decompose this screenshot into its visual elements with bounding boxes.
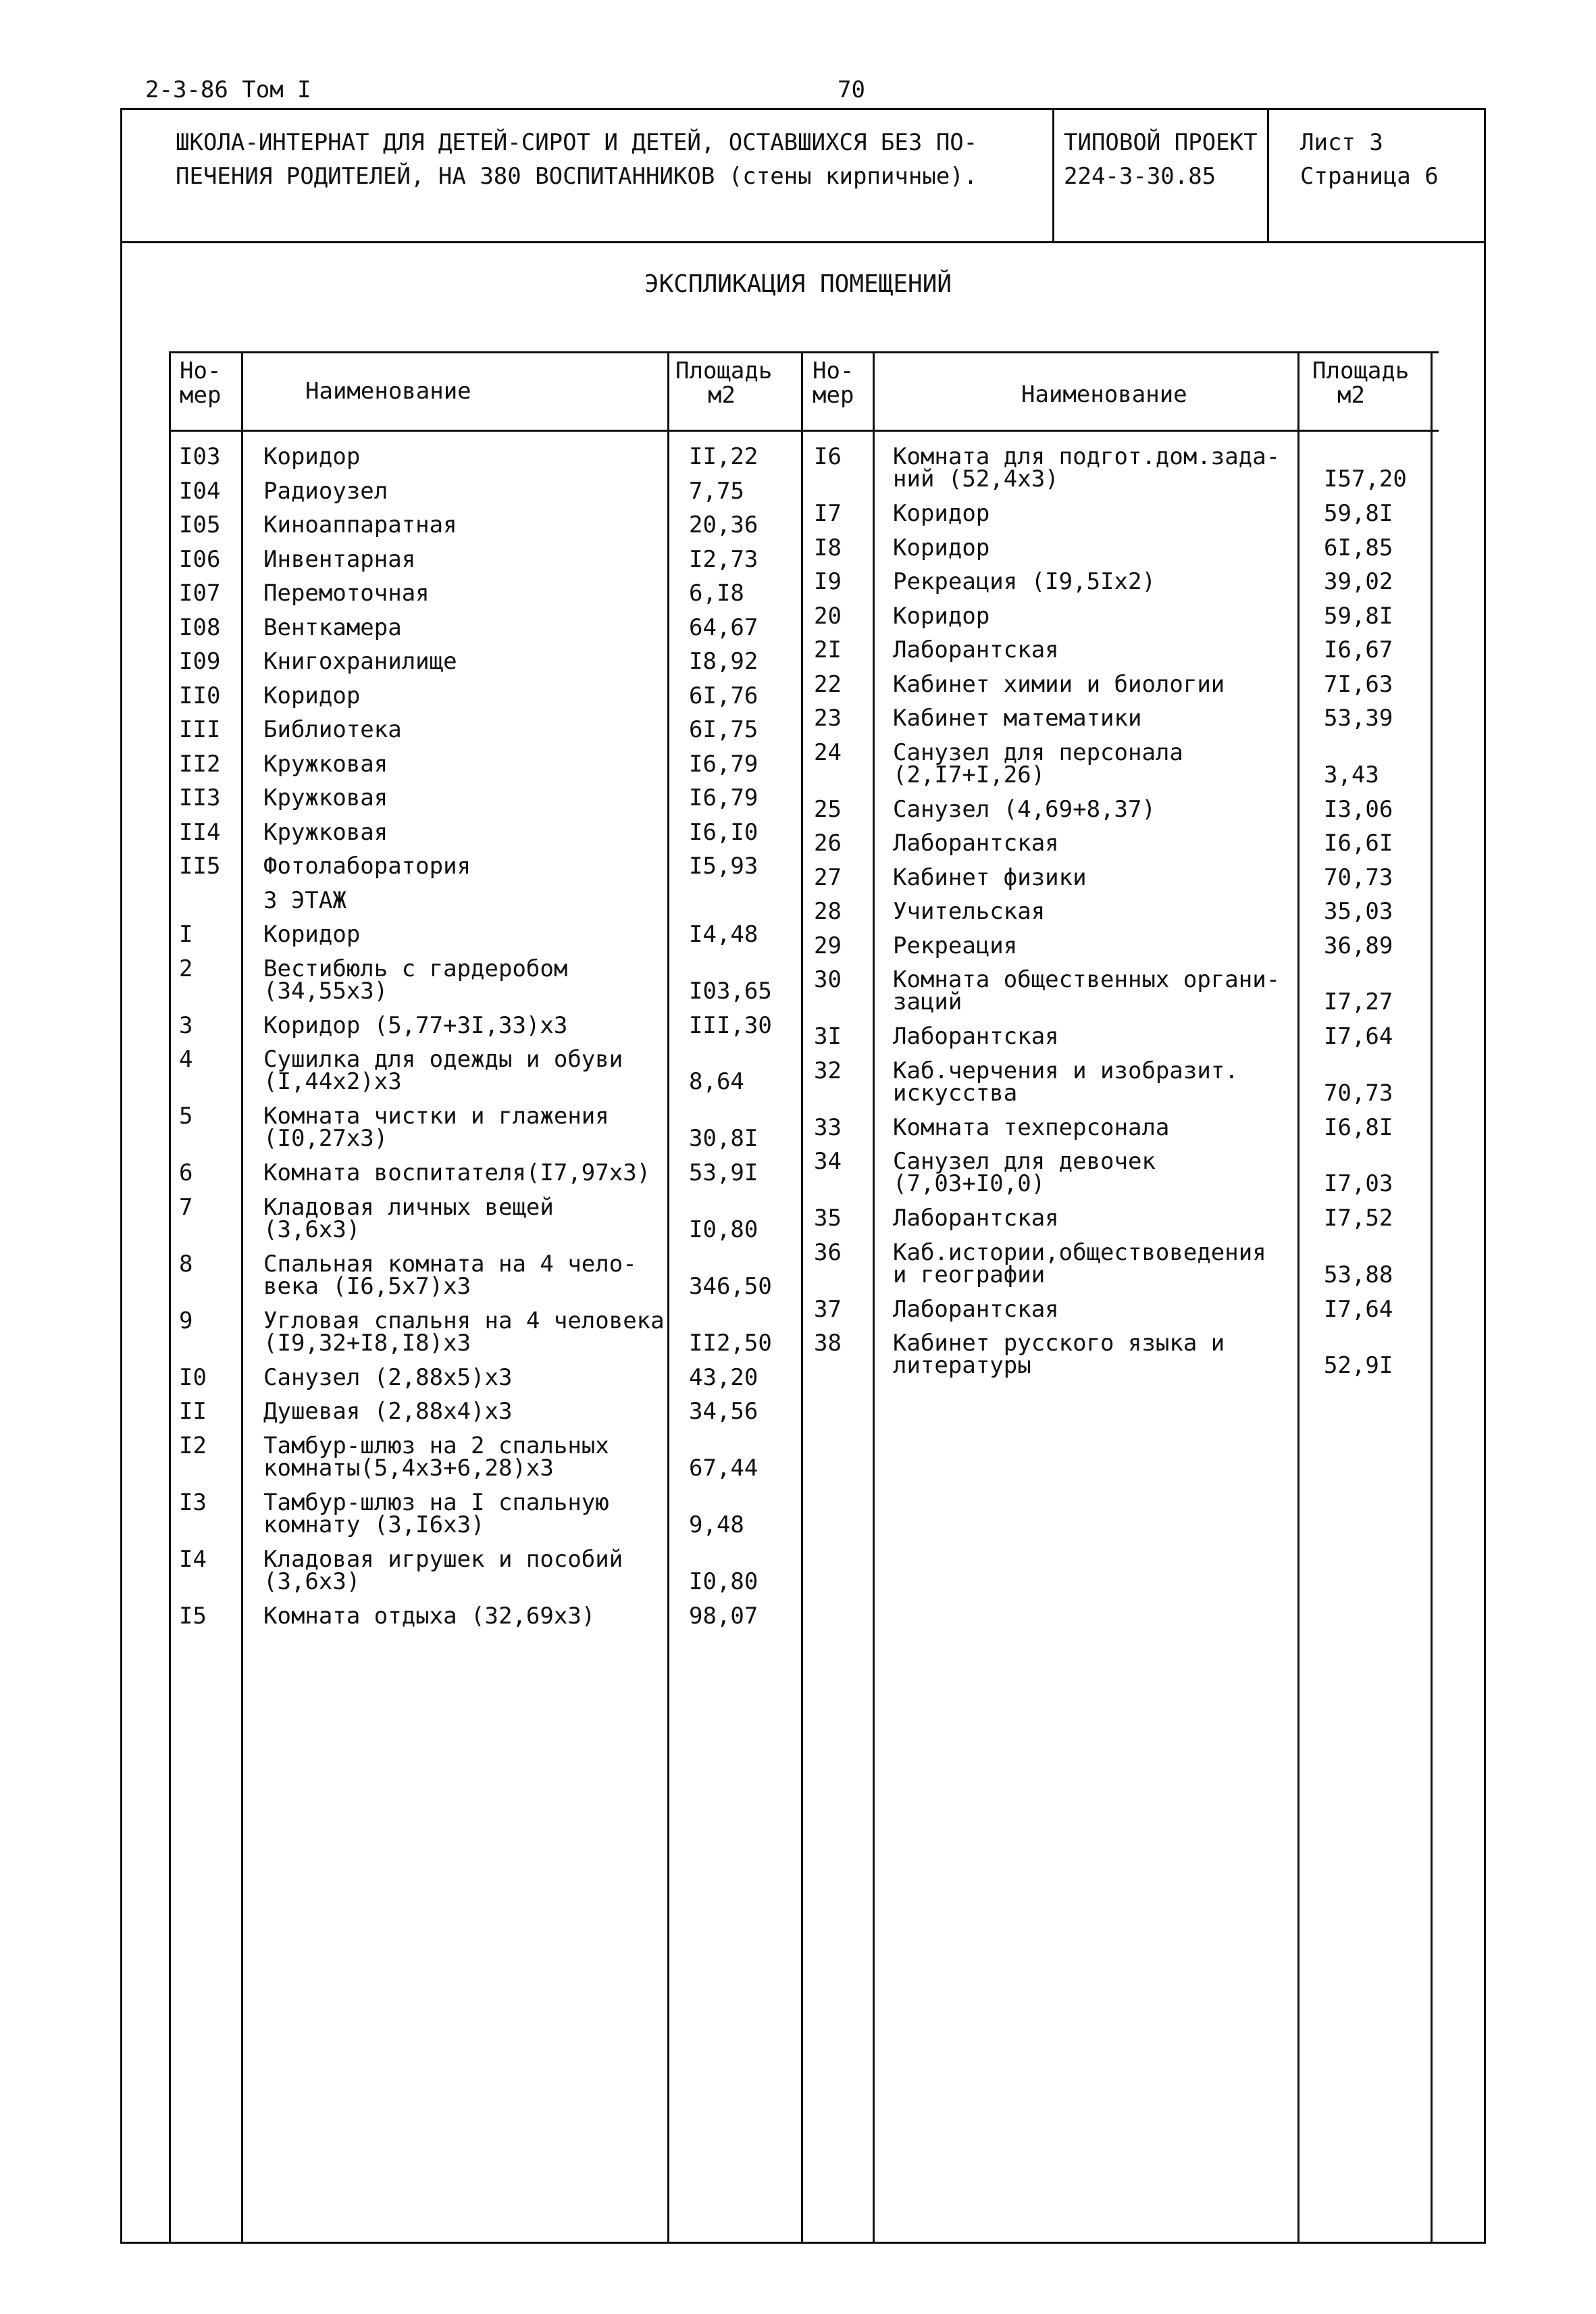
room-name: Инвентарная	[263, 545, 416, 573]
room-area: 36,89	[1324, 932, 1393, 959]
room-area: 3,43	[1324, 761, 1379, 788]
room-number: I3	[179, 1488, 207, 1516]
col-divider-num-name-right	[873, 351, 875, 2243]
table-top-line	[169, 351, 1439, 353]
room-number: 30	[814, 966, 842, 993]
room-number: II	[179, 1398, 207, 1425]
page-label: Страница 6	[1300, 163, 1439, 190]
room-name: Лаборантская	[893, 636, 1059, 663]
room-area: I7,64	[1324, 1023, 1393, 1050]
room-name: Вестибюль с гардеробом	[263, 955, 568, 982]
header-area-left-2: м2	[708, 382, 736, 409]
room-area: 8,64	[689, 1068, 744, 1095]
room-number: 29	[814, 932, 842, 959]
room-area: 53,39	[1324, 705, 1393, 732]
room-number: 22	[814, 670, 842, 698]
room-name: века (I6,5х7)х3	[263, 1272, 471, 1300]
table-header-bottom-line	[169, 430, 1439, 432]
header-number-right-1: Но-	[813, 357, 854, 384]
room-name: Перемоточная	[263, 580, 430, 607]
room-number: I09	[179, 648, 221, 675]
room-name: и географии	[893, 1261, 1046, 1288]
room-number: 38	[814, 1330, 842, 1357]
room-number: 33	[814, 1113, 842, 1141]
room-name: Коридор	[893, 534, 990, 561]
room-area: I7,27	[1324, 988, 1393, 1015]
title-block-divider-2	[1267, 108, 1269, 243]
room-name: (3,6х3)	[263, 1567, 361, 1595]
room-area: 53,88	[1324, 1261, 1393, 1288]
room-name: Лаборантская	[893, 830, 1059, 857]
room-number: 25	[814, 795, 842, 823]
room-number: 6	[179, 1159, 193, 1186]
room-area: I6,79	[689, 784, 758, 811]
room-name: Радиоузел	[263, 477, 388, 505]
room-area: I4,48	[689, 921, 758, 948]
room-number: 36	[814, 1238, 842, 1266]
room-name: Душевая (2,88х4)х3	[263, 1398, 513, 1425]
header-number-left-2: мер	[180, 382, 222, 409]
room-area: I6,6I	[1324, 830, 1393, 857]
col-divider-name-area-left	[667, 351, 669, 2243]
room-name: Коридор	[893, 500, 990, 527]
room-name: Фотолаборатория	[263, 853, 471, 880]
room-name: Кладовая игрушек и пособий	[263, 1545, 623, 1573]
room-area: 64,67	[689, 613, 758, 641]
room-number: 37	[814, 1295, 842, 1323]
room-name: Тамбур-шлюз на 2 спальных	[263, 1432, 609, 1459]
room-name: заций	[893, 988, 962, 1015]
room-name: Учительская	[893, 898, 1046, 925]
room-number: 7	[179, 1193, 193, 1221]
room-number: I08	[179, 613, 221, 641]
room-area: 30,8I	[689, 1125, 758, 1152]
room-area: I6,I0	[689, 818, 758, 846]
header-number-right-2: мер	[813, 382, 854, 409]
room-number: I06	[179, 545, 221, 573]
room-area: 6,I8	[689, 580, 744, 607]
room-name: (2,I7+I,26)	[893, 761, 1046, 788]
room-name: комнату (3,I6х3)	[263, 1511, 485, 1538]
room-number: II3	[179, 784, 221, 811]
room-name: Тамбур-шлюз на I спальную	[263, 1488, 609, 1516]
room-name: Коридор	[263, 443, 361, 470]
room-name: литературы	[893, 1352, 1031, 1379]
room-area: I0,80	[689, 1215, 758, 1243]
room-name: Кружковая	[263, 784, 388, 811]
room-name: Кладовая личных вещей	[263, 1193, 554, 1221]
room-area: 346,50	[689, 1272, 772, 1300]
room-name: 3 ЭТАЖ	[263, 886, 346, 914]
room-number: 27	[814, 863, 842, 891]
room-area: II,22	[689, 443, 758, 470]
room-area: 52,9I	[1324, 1352, 1393, 1379]
col-divider-name-area-right	[1297, 351, 1299, 2243]
page-number: 70	[838, 76, 865, 103]
room-area: I57,20	[1324, 466, 1407, 493]
room-number: 9	[179, 1307, 193, 1334]
room-number: 34	[814, 1148, 842, 1175]
room-number: 3	[179, 1011, 193, 1039]
room-area: 70,73	[1324, 1079, 1393, 1107]
room-number: II2	[179, 750, 221, 778]
room-area: 9,48	[689, 1511, 744, 1538]
room-name: Сушилка для одежды и обуви	[263, 1046, 623, 1073]
room-name: Каб.черчения и изобразит.	[893, 1057, 1239, 1084]
room-area: I6,8I	[1324, 1113, 1393, 1141]
frame-left	[120, 243, 122, 2243]
room-name: Комната техперсонала	[893, 1113, 1170, 1141]
room-name: Санузел (2,88х5)х3	[263, 1363, 513, 1391]
room-name: Лаборантская	[893, 1295, 1059, 1323]
room-name: Кружковая	[263, 818, 388, 846]
room-number: I8	[814, 534, 842, 561]
room-area: 67,44	[689, 1454, 758, 1482]
room-number: I03	[179, 443, 221, 470]
room-area: I03,65	[689, 977, 772, 1005]
room-name: Киноаппаратная	[263, 511, 457, 538]
header-area-left-1: Площадь	[675, 357, 773, 384]
room-name: Санузел для девочек	[893, 1148, 1156, 1175]
room-number: I0	[179, 1363, 207, 1391]
room-number: 20	[814, 602, 842, 630]
room-area: III,30	[689, 1011, 772, 1039]
room-name: Каб.истории,обществоведения	[893, 1238, 1266, 1266]
room-name: искусства	[893, 1079, 1018, 1107]
room-area: 35,03	[1324, 898, 1393, 925]
room-area: II2,50	[689, 1329, 772, 1357]
room-number: 4	[179, 1046, 193, 1073]
room-number: I6	[814, 443, 842, 470]
room-name: Кабинет физики	[893, 863, 1087, 891]
room-name: Коридор	[893, 602, 990, 630]
room-name: Кабинет русского языка и	[893, 1330, 1225, 1357]
room-area: I7,64	[1324, 1295, 1393, 1323]
col-divider-right-edge	[1431, 351, 1433, 2243]
room-name: Лаборантская	[893, 1205, 1059, 1232]
room-number: I04	[179, 477, 221, 505]
room-name: Кружковая	[263, 750, 388, 778]
room-name: Венткамера	[263, 613, 402, 641]
room-name: (I9,32+I8,I8)х3	[263, 1329, 471, 1357]
room-name: Коридор	[263, 921, 361, 948]
room-area: 6I,75	[689, 716, 758, 743]
room-number: I2	[179, 1432, 207, 1459]
col-divider-middle	[801, 351, 803, 2243]
room-name: Комната общественных органи-	[893, 966, 1281, 993]
header-area-right-1: Площадь	[1312, 357, 1410, 384]
room-name: Комната для подгот.дом.зада-	[893, 443, 1281, 470]
room-number: 3I	[814, 1023, 842, 1050]
room-area: I5,93	[689, 853, 758, 880]
room-number: II5	[179, 853, 221, 880]
room-number: III	[179, 716, 221, 743]
document-reference: 2-3-86 Том I	[145, 76, 311, 103]
room-number: 5	[179, 1103, 193, 1130]
room-number: I05	[179, 511, 221, 538]
room-name: Санузел для персонала	[893, 738, 1183, 766]
frame-right	[1484, 243, 1486, 2243]
room-area: 20,36	[689, 511, 758, 538]
room-area: 39,02	[1324, 568, 1393, 595]
room-area: 6I,76	[689, 682, 758, 709]
room-area: I7,52	[1324, 1205, 1393, 1232]
room-number: I07	[179, 580, 221, 607]
frame-bottom	[120, 2242, 1486, 2244]
room-number: I7	[814, 500, 842, 527]
room-area: 59,8I	[1324, 602, 1393, 630]
room-number: 23	[814, 705, 842, 732]
room-area: 7,75	[689, 477, 744, 505]
room-number: I	[179, 921, 193, 948]
room-name: Угловая спальня на 4 человека	[263, 1307, 665, 1334]
room-name: Комната воспитателя(I7,97х3)	[263, 1159, 651, 1186]
room-name: (I,44х2)х3	[263, 1068, 402, 1095]
room-area: I3,06	[1324, 795, 1393, 823]
room-area: 59,8I	[1324, 500, 1393, 527]
title-block-divider-1	[1052, 108, 1054, 243]
room-number: I4	[179, 1545, 207, 1573]
project-title-line-1: ШКОЛА-ИНТЕРНАТ ДЛЯ ДЕТЕЙ-СИРОТ И ДЕТЕЙ, ОСТАВШИХСЯ БЕЗ ПО-	[176, 129, 978, 156]
room-number: I9	[814, 568, 842, 595]
room-name: Коридор	[263, 682, 361, 709]
room-name: Лаборантская	[893, 1023, 1059, 1050]
room-number: 8	[179, 1250, 193, 1278]
room-name: ний (52,4х3)	[893, 466, 1059, 493]
room-name: Коридор (5,77+3I,33)х3	[263, 1011, 568, 1039]
header-name-right: Наименование	[1021, 381, 1187, 408]
room-area: I6,79	[689, 750, 758, 778]
project-type-label: ТИПОВОЙ ПРОЕКТ	[1064, 129, 1258, 156]
room-area: 70,73	[1324, 863, 1393, 891]
room-area: 98,07	[689, 1602, 758, 1630]
room-area: I2,73	[689, 545, 758, 573]
room-number: 32	[814, 1057, 842, 1084]
room-area: 53,9I	[689, 1159, 758, 1186]
room-number: 35	[814, 1205, 842, 1232]
room-name: Комната чистки и глажения	[263, 1103, 609, 1130]
room-number: 2	[179, 955, 193, 982]
room-name: Кабинет химии и биологии	[893, 670, 1225, 698]
room-number: 26	[814, 830, 842, 857]
header-area-right-2: м2	[1337, 382, 1365, 409]
room-number: II4	[179, 818, 221, 846]
room-area: 34,56	[689, 1398, 758, 1425]
room-area: I8,92	[689, 648, 758, 675]
room-area: 6I,85	[1324, 534, 1393, 561]
room-number: 28	[814, 898, 842, 925]
room-name: Библиотека	[263, 716, 402, 743]
room-number: 2I	[814, 636, 842, 663]
room-name: Кабинет математики	[893, 705, 1142, 732]
room-name: Санузел (4,69+8,37)	[893, 795, 1156, 823]
room-name: (3,6х3)	[263, 1215, 361, 1243]
room-name: Рекреация	[893, 932, 1018, 959]
room-name: Спальная комната на 4 чело-	[263, 1250, 637, 1278]
room-number: 24	[814, 738, 842, 766]
room-name: Комната отдыха (32,69х3)	[263, 1602, 596, 1630]
room-name: (I0,27х3)	[263, 1125, 388, 1152]
room-area: 7I,63	[1324, 670, 1393, 698]
sheet-number: Лист 3	[1300, 129, 1383, 156]
room-area: I6,67	[1324, 636, 1393, 663]
col-divider-left-edge	[169, 351, 171, 2243]
header-name-left: Наименование	[305, 378, 471, 405]
room-name: комнаты(5,4х3+6,28)х3	[263, 1454, 554, 1482]
header-number-left-1: Но-	[180, 357, 222, 384]
room-name: Рекреация (I9,5Iх2)	[893, 568, 1156, 595]
room-name: Книгохранилище	[263, 648, 457, 675]
project-type-number: 224-3-30.85	[1064, 163, 1216, 190]
project-title-line-2: ПЕЧЕНИЯ РОДИТЕЛЕЙ, НА 380 ВОСПИТАННИКОВ (стены кирпичные).	[176, 163, 978, 190]
room-name: (7,03+I0,0)	[893, 1170, 1046, 1197]
room-number: II0	[179, 682, 221, 709]
room-area: 43,20	[689, 1363, 758, 1391]
room-name: (34,55х3)	[263, 977, 388, 1005]
room-area: I0,80	[689, 1567, 758, 1595]
col-divider-num-name-left	[241, 351, 243, 2243]
table-title: ЭКСПЛИКАЦИЯ ПОМЕЩЕНИЙ	[644, 270, 952, 298]
room-area: I7,03	[1324, 1170, 1393, 1197]
room-number: I5	[179, 1602, 207, 1630]
